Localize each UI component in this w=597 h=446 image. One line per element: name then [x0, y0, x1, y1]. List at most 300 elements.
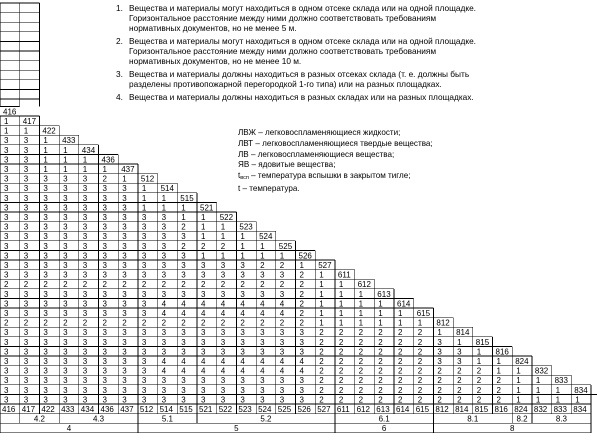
column-code-label: 527 [317, 405, 331, 414]
column-code-label: 437 [120, 405, 134, 414]
compat-cell: 2 [319, 337, 324, 347]
compat-cell: 3 [4, 241, 9, 251]
compat-cell: 3 [181, 289, 186, 299]
compat-cell: 3 [63, 203, 68, 213]
group-label: 5 [234, 424, 239, 434]
compat-cell: 3 [141, 213, 147, 222]
diagonal-code-label: 613 [377, 289, 391, 299]
compat-cell: 2 [358, 385, 364, 395]
compat-cell: 3 [23, 385, 29, 395]
compat-cell: 3 [279, 337, 285, 347]
compat-cell: 2 [299, 309, 304, 318]
compat-cell: 3 [122, 357, 127, 366]
compat-cell: 3 [23, 193, 29, 203]
compat-cell: 3 [82, 337, 88, 347]
compat-cell: 2 [338, 395, 344, 405]
compat-cell: 3 [63, 184, 68, 194]
compat-cell: 3 [23, 289, 29, 299]
compat-cell: 3 [161, 347, 167, 357]
diagonal-code-label: 526 [298, 251, 312, 261]
compat-cell: 2 [4, 280, 9, 290]
diagonal-code-label: 522 [219, 213, 234, 222]
compat-cell: 3 [220, 328, 226, 338]
compat-cell: 3 [43, 385, 48, 395]
compat-cell: 3 [220, 385, 226, 395]
compat-cell: 1 [338, 309, 344, 318]
compat-cell: 2 [496, 385, 501, 395]
compat-cell: 2 [122, 280, 127, 290]
compat-cell: 4 [260, 309, 265, 318]
compat-cell: 3 [102, 385, 107, 395]
column-code-label: 814 [455, 405, 469, 414]
compat-cell: 2 [319, 357, 324, 366]
diagonal-code-label: 436 [101, 155, 115, 165]
compat-cell: 3 [141, 270, 147, 280]
compat-cell: 3 [63, 299, 68, 309]
compat-cell: 3 [43, 261, 48, 270]
compat-cell: 3 [181, 251, 186, 261]
compat-cell: 1 [43, 165, 48, 174]
note-number: 4. [116, 92, 123, 102]
compat-cell: 3 [122, 385, 127, 395]
compat-cell: 2 [319, 328, 324, 338]
compat-cell: 1 [4, 117, 9, 126]
compat-cell: 2 [496, 395, 501, 405]
compat-cell: 2 [279, 280, 285, 290]
compat-cell: 2 [358, 357, 364, 366]
compat-cell: 3 [23, 337, 29, 347]
compat-cell: 4 [279, 309, 285, 318]
compat-cell: 3 [43, 376, 48, 386]
compat-cell: 3 [102, 376, 107, 386]
diagonal-code-label: 434 [81, 145, 96, 155]
column-code-label: 436 [100, 405, 114, 414]
compat-cell: 3 [4, 299, 9, 309]
compat-cell: 3 [201, 395, 206, 405]
compat-cell: 3 [43, 232, 48, 242]
compat-cell: 3 [23, 251, 29, 261]
compat-cell: 2 [279, 261, 285, 270]
compat-cell: 3 [43, 366, 48, 376]
compat-cell: 3 [102, 347, 107, 357]
compat-cell: 3 [260, 289, 265, 299]
compat-cell: 1 [63, 155, 68, 165]
compat-cell: 2 [102, 280, 107, 290]
compat-cell: 2 [102, 318, 107, 328]
compat-cell: 3 [122, 376, 127, 386]
compat-cell: 3 [161, 213, 167, 222]
compat-cell: 2 [299, 299, 304, 309]
column-code-label: 613 [376, 405, 390, 414]
compat-cell: 1 [82, 155, 88, 165]
compat-cell: 3 [279, 395, 285, 405]
compat-cell: 3 [63, 337, 68, 347]
compat-cell: 4 [201, 299, 206, 309]
compat-cell: 3 [4, 385, 9, 395]
compat-cell: 3 [161, 337, 167, 347]
compat-cell: 3 [240, 347, 245, 357]
compat-cell: 2 [378, 395, 383, 405]
compat-cell: 3 [4, 136, 9, 146]
compat-cell: 3 [43, 193, 48, 203]
abbreviation-legend [238, 128, 433, 195]
compat-cell: 3 [141, 251, 147, 261]
compat-cell: 3 [23, 241, 29, 251]
compat-cell: 2 [201, 280, 206, 290]
compat-cell: 3 [43, 328, 48, 338]
compat-cell: 3 [4, 395, 9, 405]
compat-cell: 3 [4, 174, 9, 184]
compat-cell: 3 [161, 261, 167, 270]
compat-cell: 3 [299, 395, 304, 405]
compat-cell: 4 [240, 357, 245, 366]
compat-cell: 3 [102, 261, 107, 270]
compat-cell: 3 [141, 337, 147, 347]
compat-cell: 3 [63, 213, 68, 222]
compat-cell: 2 [181, 222, 186, 232]
compat-cell: 1 [102, 165, 107, 174]
compat-cell: 3 [122, 251, 127, 261]
compat-cell: 3 [4, 289, 9, 299]
compat-cell: 3 [63, 385, 68, 395]
subgroup-label: 5.1 [161, 414, 174, 424]
compat-cell: 1 [516, 395, 521, 405]
compat-cell: 3 [63, 376, 68, 386]
compat-cell: 3 [43, 289, 48, 299]
compat-cell: 2 [476, 395, 482, 405]
compat-cell: 4 [279, 366, 285, 376]
compat-cell: 4 [299, 366, 304, 376]
compat-cell: 2 [319, 395, 324, 405]
compat-cell: 3 [23, 145, 29, 155]
compat-cell: 3 [4, 184, 9, 194]
compat-cell: 2 [398, 347, 403, 357]
note-item [116, 92, 476, 102]
compat-cell: 3 [240, 337, 245, 347]
compat-cell: 1 [43, 155, 48, 165]
compat-cell: 2 [299, 289, 304, 299]
compat-cell: 3 [122, 193, 127, 203]
compat-cell: 2 [437, 366, 442, 376]
diagonal-code-label: 512 [140, 174, 155, 184]
compat-cell: 3 [23, 222, 29, 232]
compat-cell: 3 [260, 347, 265, 357]
compat-cell: 3 [260, 385, 265, 395]
compat-cell: 2 [417, 337, 423, 347]
subgroup-label: 4.2 [33, 414, 45, 424]
compat-cell: 2 [240, 318, 245, 328]
compat-cell: 1 [516, 376, 521, 386]
compat-cell: 2 [43, 280, 48, 290]
compat-cell: 3 [201, 261, 206, 270]
compat-cell: 3 [181, 328, 186, 338]
compat-cell: 3 [82, 328, 88, 338]
column-code-label: 514 [159, 405, 173, 414]
compat-cell: 4 [181, 309, 186, 318]
compat-cell: 1 [141, 193, 147, 203]
note-text: Вещества и материалы могут находиться в одном отсеке склада или на одной площадке. Горизонтальное расстояние между ними должно соответствовать требованиям нормативных документов, но не менее 10 м. [129, 36, 476, 66]
compat-cell: 3 [122, 222, 127, 232]
legend-flash-point: $t_{всп}$ – температура вспышки в закрытом тигле; [238, 171, 411, 182]
diagonal-code-label: 824 [515, 357, 529, 366]
compat-cell: 2 [220, 318, 226, 328]
compat-cell: 1 [181, 203, 186, 213]
compat-cell: 3 [279, 376, 285, 386]
compat-cell: 3 [63, 222, 68, 232]
compat-cell: 3 [201, 289, 206, 299]
compat-cell: 3 [141, 385, 147, 395]
compat-cell: 3 [240, 328, 245, 338]
compat-cell: 2 [457, 385, 462, 395]
compat-cell: 3 [4, 347, 9, 357]
compat-cell: 1 [161, 203, 167, 213]
compat-cell: 3 [181, 347, 186, 357]
compat-cell: 3 [82, 261, 88, 270]
compat-cell: 3 [63, 251, 68, 261]
compat-cell: 3 [181, 395, 186, 405]
diagonal-code-label: 437 [121, 165, 135, 174]
compat-cell: 3 [161, 251, 167, 261]
compat-cell: 2 [496, 376, 501, 386]
compat-cell: 3 [240, 376, 245, 386]
compat-cell: 3 [82, 213, 88, 222]
compat-cell: 4 [260, 357, 265, 366]
compat-cell: 1 [457, 337, 462, 347]
compat-cell: 1 [358, 299, 364, 309]
compat-cell: 2 [457, 376, 462, 386]
compat-cell: 2 [378, 385, 383, 395]
compat-cell: 2 [338, 357, 344, 366]
compat-cell: 1 [378, 309, 383, 318]
compat-cell: 2 [378, 328, 383, 338]
compat-cell: 3 [161, 385, 167, 395]
compat-cell: 3 [161, 232, 167, 242]
compat-cell: 3 [4, 165, 9, 174]
diagonal-code-label: 523 [239, 222, 253, 232]
column-code-label: 611 [336, 405, 350, 414]
compat-cell: 1 [319, 280, 324, 290]
compat-cell: 3 [122, 203, 127, 213]
compat-cell: 3 [260, 395, 265, 405]
compat-cell: 3 [437, 357, 442, 366]
column-code-label: 416 [2, 405, 16, 414]
diagonal-code-label: 615 [416, 309, 431, 318]
compat-cell: 2 [378, 366, 383, 376]
compat-cell: 3 [437, 337, 442, 347]
compat-cell: 2 [260, 318, 265, 328]
compat-cell: 3 [201, 385, 206, 395]
column-code-label: 832 [533, 405, 548, 414]
compat-cell: 3 [63, 395, 68, 405]
compat-cell: 3 [63, 232, 68, 242]
diagonal-code-label: 524 [259, 232, 273, 242]
compat-cell: 2 [398, 337, 403, 347]
compat-cell: 3 [4, 376, 9, 386]
diagonal-code-label: 833 [554, 376, 568, 386]
compat-cell: 3 [23, 184, 29, 194]
compat-cell: 1 [181, 213, 186, 222]
compat-cell: 1 [338, 318, 344, 328]
compat-cell: 3 [43, 174, 48, 184]
compat-cell: 3 [299, 337, 304, 347]
compat-cell: 4 [181, 299, 186, 309]
compat-cell: 4 [260, 299, 265, 309]
diagonal-code-label: 611 [337, 270, 351, 280]
compat-cell: 2 [82, 318, 88, 328]
compat-cell: 3 [122, 328, 127, 338]
compat-cell: 3 [102, 213, 107, 222]
compat-cell: 1 [417, 318, 423, 328]
compat-cell: 3 [457, 347, 462, 357]
diagonal-code-label: 525 [278, 241, 293, 251]
compat-cell: 3 [240, 385, 245, 395]
compat-cell: 3 [260, 337, 265, 347]
compat-cell: 2 [358, 376, 364, 386]
compat-cell: 2 [457, 395, 462, 405]
compat-cell: 2 [319, 347, 324, 357]
compat-cell: 3 [141, 232, 147, 242]
column-code-label: 612 [356, 405, 370, 414]
compat-cell: 3 [299, 347, 304, 357]
compat-cell: 3 [220, 261, 226, 270]
column-code-label: 524 [258, 405, 272, 414]
compat-cell: 3 [102, 270, 107, 280]
compat-cell: 2 [457, 366, 462, 376]
compat-cell: 4 [201, 366, 206, 376]
compat-cell: 3 [102, 395, 107, 405]
compat-cell: 1 [555, 385, 561, 395]
compat-cell: 2 [437, 376, 442, 386]
compat-cell: 3 [63, 241, 68, 251]
compat-cell: 1 [220, 251, 226, 261]
compat-cell: 3 [4, 309, 9, 318]
compat-cell: 1 [299, 261, 304, 270]
compat-cell: 2 [23, 280, 29, 290]
compat-cell: 3 [43, 184, 48, 194]
column-code-label: 512 [139, 405, 154, 414]
compat-cell: 3 [161, 270, 167, 280]
compat-cell: 3 [23, 261, 29, 270]
compat-cell: 3 [63, 289, 68, 299]
compat-cell: 3 [161, 376, 167, 386]
compat-cell: 3 [4, 232, 9, 242]
compat-cell: 2 [358, 347, 364, 357]
compat-cell: 3 [240, 395, 245, 405]
compat-cell: 3 [122, 289, 127, 299]
compat-cell: 3 [63, 270, 68, 280]
compat-cell: 2 [378, 376, 383, 386]
compat-cell: 4 [201, 309, 206, 318]
compat-cell: 2 [201, 241, 206, 251]
column-code-label: 522 [218, 405, 233, 414]
compat-cell: 3 [240, 289, 245, 299]
compat-cell: 1 [358, 289, 364, 299]
compat-cell: 3 [23, 232, 29, 242]
compat-cell: 3 [161, 222, 167, 232]
diagonal-code-label: 417 [22, 117, 37, 126]
compat-cell: 1 [476, 357, 482, 366]
compat-cell: 3 [220, 289, 226, 299]
compat-cell: 2 [378, 337, 383, 347]
compat-cell: 3 [141, 366, 147, 376]
compat-cell: 2 [398, 376, 403, 386]
note-number: 1. [116, 3, 123, 13]
compat-cell: 2 [220, 241, 226, 251]
compat-cell: 1 [535, 385, 541, 395]
compat-cell: 1 [4, 126, 9, 136]
diagonal-code-label: 812 [436, 318, 450, 328]
compat-cell: 3 [102, 184, 107, 194]
compat-cell: 1 [201, 222, 206, 232]
compat-cell: 3 [102, 241, 107, 251]
compat-cell: 2 [417, 328, 423, 338]
compat-cell: 3 [23, 136, 29, 146]
compat-cell: 3 [299, 385, 304, 395]
compat-cell: 3 [279, 385, 285, 395]
compat-cell: 2 [437, 395, 442, 405]
diagonal-code-label: 834 [574, 385, 588, 395]
compat-cell: 3 [23, 366, 29, 376]
compat-cell: 2 [338, 376, 344, 386]
compat-cell: 2 [82, 280, 88, 290]
compat-cell: 2 [240, 280, 245, 290]
compat-cell: 3 [122, 395, 127, 405]
compat-cell: 2 [338, 366, 344, 376]
column-code-label: 417 [21, 405, 36, 414]
column-code-label: 816 [494, 405, 508, 414]
note-text: Вещества и материалы могут находиться в одном отсеке склада или на одной площадке. Горизонтальное расстояние между ними должно соответствовать требованиям нормативных документов, но не менее 5 м. [129, 3, 476, 33]
compat-cell: 1 [555, 395, 561, 405]
compat-cell: 1 [358, 318, 364, 328]
compat-cell: 3 [82, 241, 88, 251]
compat-cell: 3 [161, 289, 167, 299]
compat-cell: 1 [279, 251, 285, 261]
compat-cell: 3 [141, 222, 147, 232]
compat-cell: 3 [23, 174, 29, 184]
compat-cell: 1 [319, 318, 324, 328]
compat-cell: 1 [161, 193, 167, 203]
compat-cell: 3 [201, 328, 206, 338]
compat-cell: 3 [4, 251, 9, 261]
compat-cell: 3 [63, 261, 68, 270]
compat-cell: 3 [82, 174, 88, 184]
compat-cell: 3 [220, 376, 226, 386]
compat-cell: 4 [161, 309, 167, 318]
compat-cell: 3 [260, 328, 265, 338]
compat-cell: 3 [141, 347, 147, 357]
compat-cell: 3 [102, 309, 107, 318]
compat-cell: 3 [102, 251, 107, 261]
compat-cell: 3 [181, 385, 186, 395]
column-code-label: 833 [553, 405, 567, 414]
compat-cell: 3 [43, 270, 48, 280]
compat-cell: 3 [141, 357, 147, 366]
legend-lv: ЛВ – легковоспламеняющиеся вещества; [238, 149, 395, 159]
compat-cell: 3 [4, 203, 9, 213]
compat-cell: 3 [82, 385, 88, 395]
compat-cell: 1 [319, 270, 324, 280]
compat-cell: 3 [23, 328, 29, 338]
compat-cell: 3 [23, 357, 29, 366]
compat-cell: 3 [181, 376, 186, 386]
column-code-label: 824 [514, 405, 528, 414]
compat-cell: 1 [437, 328, 442, 338]
column-code-label: 434 [80, 405, 95, 414]
compat-cell: 1 [378, 318, 383, 328]
group-label: 8 [509, 424, 515, 434]
compat-cell: 2 [338, 347, 344, 357]
compat-cell: 3 [23, 309, 29, 318]
